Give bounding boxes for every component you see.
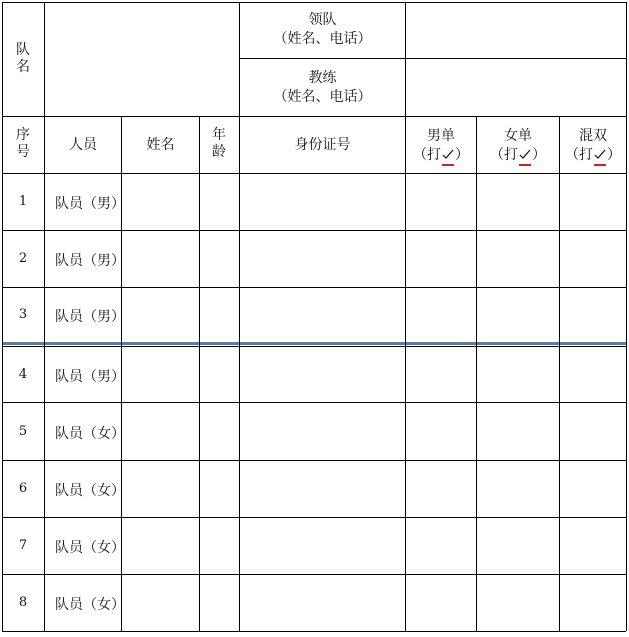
coach-label: 教练 [308,70,337,86]
womens-single-cell[interactable] [477,403,559,459]
age-cell[interactable] [200,575,239,630]
col-header-id: 身份证号 [294,137,351,153]
checkmark-icon [441,147,455,161]
col-header-mixed-double: 混双 [579,128,607,144]
womens-single-cell[interactable] [477,575,559,630]
id-cell[interactable] [240,347,405,401]
name-cell[interactable] [122,174,199,229]
age-cell[interactable] [200,231,239,286]
row-number: 4 [18,366,28,382]
womens-single-cell[interactable] [477,288,559,341]
row-number: 7 [18,538,28,553]
table-border-bottom [2,631,626,632]
red-squiggle [442,164,454,166]
col-header-womens-single: 女单 [504,128,532,144]
age-cell[interactable] [200,174,239,229]
col-header-name: 姓名 [146,137,175,153]
coach-field[interactable] [406,59,626,116]
womens-single-cell[interactable] [477,347,559,401]
id-cell[interactable] [240,231,405,286]
col-header-person: 人员 [69,137,97,153]
row-role: 队员（男） [55,368,125,385]
row-role: 队员（女） [55,540,125,556]
id-cell[interactable] [240,461,405,516]
row-line-header [2,116,626,117]
age-cell[interactable] [200,518,239,573]
womens-single-cell[interactable] [477,461,559,516]
mixed-double-cell[interactable] [560,403,626,459]
row-role: 队员（男） [55,309,125,325]
mixed-double-cell[interactable] [560,231,626,286]
checkmark-icon [518,147,532,161]
row-number: 6 [18,481,28,496]
mens-single-cell[interactable] [406,461,476,516]
section-divider [2,342,626,345]
mens-single-cell[interactable] [406,518,476,573]
mixed-double-cell[interactable] [560,347,626,401]
name-cell[interactable] [122,403,199,459]
id-cell[interactable] [240,403,405,459]
row-number: 1 [18,194,28,209]
mens-single-cell[interactable] [406,288,476,341]
mens-single-cell[interactable] [406,174,476,229]
leader-hint: （姓名、电话） [273,31,372,47]
id-cell[interactable] [240,575,405,630]
name-cell[interactable] [122,575,199,630]
name-cell[interactable] [122,347,199,401]
checkmark-icon [593,147,607,161]
age-cell[interactable] [200,461,239,516]
id-cell[interactable] [240,288,405,341]
team-name-label: 队名 [16,42,30,75]
col-header-mens-tick-note: （打 ） [406,146,476,164]
mixed-double-cell[interactable] [560,518,626,573]
mixed-double-cell[interactable] [560,575,626,630]
row-role: 队员（男） [55,253,125,269]
mens-single-cell[interactable] [406,347,476,401]
row-number: 2 [18,251,28,266]
row-number: 8 [18,595,28,610]
leader-label: 领队 [308,12,337,28]
row-role: 队员（女） [55,597,125,613]
red-squiggle [594,164,606,166]
leader-field[interactable] [406,3,626,58]
row-role: 队员（女） [55,425,125,442]
mens-single-cell[interactable] [406,575,476,630]
table-border-right [626,2,627,631]
col-header-age: 年龄 [212,127,226,160]
womens-single-cell[interactable] [477,231,559,286]
col-header-mens-single: 男单 [427,128,455,144]
mens-single-cell[interactable] [406,403,476,459]
mixed-double-cell[interactable] [560,174,626,229]
mixed-double-cell[interactable] [560,461,626,516]
id-cell[interactable] [240,174,405,229]
name-cell[interactable] [122,231,199,286]
id-cell[interactable] [240,518,405,573]
team-name-field[interactable] [45,3,239,116]
col-header-womens-tick-note: （打 ） [477,146,559,164]
col-header-seq: 序号 [16,127,30,160]
name-cell[interactable] [122,518,199,573]
womens-single-cell[interactable] [477,174,559,229]
age-cell[interactable] [200,347,239,401]
mens-single-cell[interactable] [406,231,476,286]
row-role: 队员（女） [55,483,125,499]
name-cell[interactable] [122,288,199,341]
row-role: 队员（男） [55,196,125,212]
row-number: 3 [18,307,28,322]
row-number: 5 [18,423,28,439]
name-cell[interactable] [122,461,199,516]
mixed-double-cell[interactable] [560,288,626,341]
col-header-mixed-tick-note: （打 ） [560,146,626,164]
age-cell[interactable] [200,288,239,341]
red-squiggle [519,164,531,166]
coach-hint: （姓名、电话） [273,89,372,105]
womens-single-cell[interactable] [477,518,559,573]
age-cell[interactable] [200,403,239,459]
